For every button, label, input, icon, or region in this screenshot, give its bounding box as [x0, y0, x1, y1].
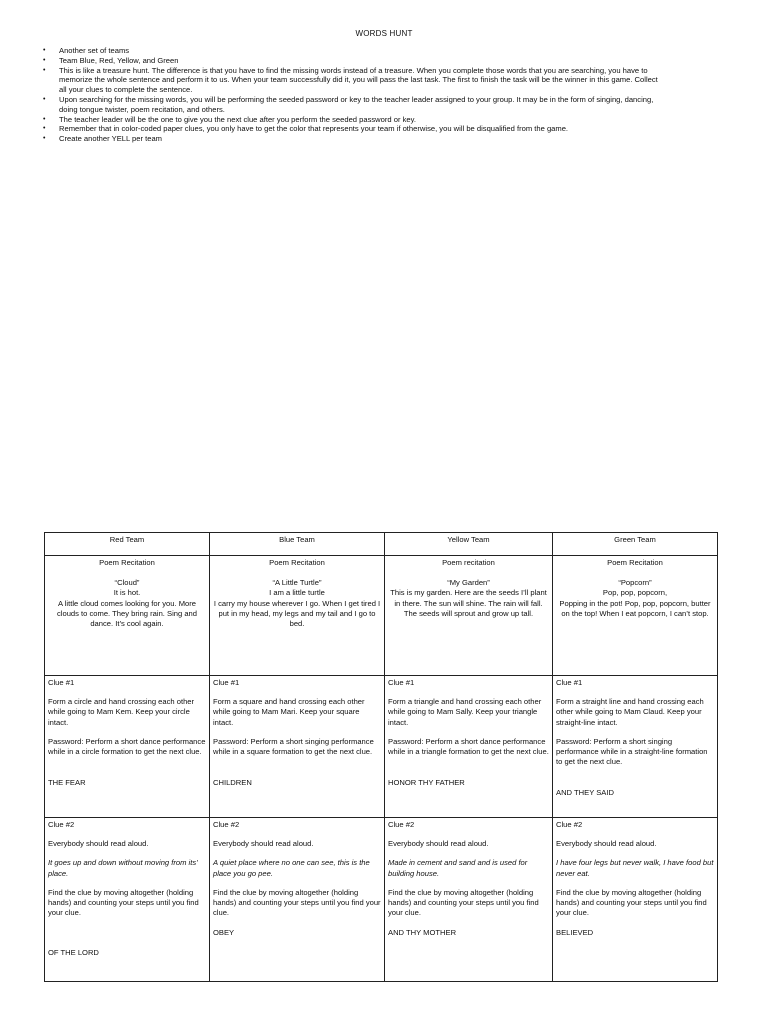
- clue1-row: [45, 676, 718, 818]
- bullet-icon: •: [43, 56, 46, 64]
- clue1-cell-yellow: [385, 676, 553, 818]
- clue-label: Clue #2: [213, 820, 240, 829]
- bullet-icon: •: [43, 47, 46, 54]
- poem-line: This is my garden. Here are the seeds I’ll plant in there. The sun will shine. The rain will fall. The seeds will sprout and grow up tall.: [390, 588, 547, 618]
- clue-riddle: I have four legs but never walk, I have food but never eat.: [556, 858, 714, 878]
- poem-heading: Poem recitation: [442, 558, 495, 567]
- clue-label: Clue #2: [48, 820, 75, 829]
- clue-password: Password: Perform a short singing performance while in a square formation to get the next clue.: [213, 736, 374, 757]
- clue2-cell-yellow: [385, 818, 553, 982]
- poem-line: It is hot.: [113, 588, 141, 598]
- bullet-icon: •: [43, 95, 46, 103]
- bullet-icon: •: [43, 125, 46, 133]
- clue-answer: OBEY: [213, 928, 235, 938]
- clue-find-instruction: Find the clue by moving altogether (holding hands) and counting your steps until you find your clue.: [213, 887, 381, 918]
- clue-instruction: Form a square and hand crossing each other while going to Mam Mari. Keep your square intact.: [213, 697, 365, 727]
- clue2-cell-blue: [210, 818, 385, 982]
- clue-find-instruction: Find the clue by moving altogether (holding hands) and counting your steps until you find your clue.: [388, 887, 539, 918]
- poem-row: [45, 556, 718, 676]
- clue-password: Password: Perform a short dance performance while in a triangle formation to get the next clue.: [388, 736, 549, 757]
- clue-read-instruction: Everybody should read aloud.: [556, 839, 657, 849]
- bullet-icon: •: [43, 115, 46, 123]
- clue-find-instruction: Find the clue by moving altogether (holding hands) and counting your steps until you find your clue.: [48, 887, 199, 918]
- document-title: WORDS HUNT: [355, 29, 413, 38]
- clue1-cell-green: [553, 676, 718, 818]
- teams-table: [44, 532, 718, 982]
- team-name-yellow: Yellow Team: [385, 533, 553, 556]
- team-name-red: Red Team: [45, 533, 210, 556]
- list-item: • Remember that in color-coded paper clues, you only have to get the color that represents your team if otherwise, you will be disqualified from the game.: [43, 124, 569, 134]
- list-item: • The teacher leader will be the one to give you the next clue after you perform the seeded password or key.: [43, 114, 416, 124]
- list-item: • Another set of teams: [43, 46, 130, 55]
- clue-riddle: It goes up and down without moving from its’ place.: [48, 858, 198, 878]
- clue2-cell-red: [45, 818, 210, 982]
- clue-label: Clue #1: [48, 678, 75, 687]
- clue-password: Password: Perform a short dance performance while in a circle formation to get the next clue.: [48, 736, 206, 757]
- clue-instruction: Form a circle and hand crossing each other while going to Mam Kem. Keep your circle intact.: [48, 697, 195, 727]
- clue-riddle: A quiet place where no one can see, this is the place you go pee.: [213, 858, 370, 878]
- poem-cell-yellow: [385, 556, 553, 676]
- clue-label: Clue #2: [556, 820, 583, 829]
- clue-find-instruction: Find the clue by moving altogether (holding hands) and counting your steps until you find your clue.: [556, 887, 707, 918]
- poem-line: I am a little turtle: [269, 588, 325, 598]
- instructions-list: [40, 46, 660, 144]
- poem-heading: Poem Recitation: [269, 558, 325, 567]
- clue-read-instruction: Everybody should read aloud.: [388, 839, 489, 849]
- clue2-cell-green: [553, 818, 718, 982]
- clue-password: Password: Perform a short singing performance while in a straight-line formation to get the next clue.: [556, 736, 708, 767]
- poem-cell-green: [553, 556, 718, 676]
- clue-instruction: Form a straight line and hand crossing each other while going to Mam Claud. Keep your straight-line intact.: [556, 697, 704, 727]
- clue-label: Clue #1: [213, 678, 240, 687]
- clue-instruction: Form a triangle and hand crossing each other while going to Mam Sally. Keep your triangle intact.: [388, 697, 542, 727]
- poem-line: Pop, pop, popcorn,: [602, 588, 668, 598]
- clue-read-instruction: Everybody should read aloud.: [48, 839, 149, 849]
- poem-cell-red: [45, 556, 210, 676]
- clue1-cell-red: [45, 676, 210, 818]
- poem-heading: Poem Recitation: [607, 558, 663, 567]
- clue1-cell-blue: [210, 676, 385, 818]
- clue-answer: CHILDREN: [213, 778, 252, 788]
- poem-heading: Poem Recitation: [99, 558, 155, 567]
- clue-riddle: Made in cement and sand and is used for building house.: [388, 858, 528, 878]
- clue-answer: AND THEY SAID: [556, 788, 614, 798]
- clue-answer: BELIEVED: [556, 928, 594, 938]
- clue-read-instruction: Everybody should read aloud.: [213, 839, 314, 849]
- poem-title: “My Garden”: [447, 578, 490, 588]
- clue-label: Clue #2: [388, 820, 415, 829]
- poem-line: A little cloud comes looking for you. More clouds to come. They bring rain. Sing and dance. It’s cool again.: [56, 598, 197, 629]
- list-item: • This is like a treasure hunt. The difference is that you have to find the missing words instead of a treasure. When you complete those words that you are searching, you have to memorize the whole sentence and perform it to us. When your team successfully did it, you will pass the last task. The first to finish the task will be the winner in this game. Collect all your clues to complete the sentence.: [43, 65, 658, 95]
- clue-answer: AND THY MOTHER: [388, 928, 457, 938]
- clue-label: Clue #1: [388, 678, 415, 687]
- table-header-row: [45, 533, 718, 556]
- team-name-green: Green Team: [553, 533, 718, 556]
- list-item: • Create another YELL per team: [43, 134, 163, 144]
- poem-title: “A Little Turtle”: [272, 578, 322, 588]
- list-item: • Team Blue, Red, Yellow, and Green: [43, 55, 179, 65]
- poem-title: “Cloud”: [114, 578, 140, 588]
- team-name-blue: Blue Team: [210, 533, 385, 556]
- clue-answer: HONOR THY FATHER: [388, 778, 465, 788]
- poem-title: “Popcorn”: [618, 578, 652, 588]
- clue2-row: [45, 818, 718, 982]
- bullet-icon: •: [43, 66, 46, 74]
- poem-line: Popping in the pot! Pop, pop, popcorn, butter on the top! When I eat popcorn, I can’t stop.: [559, 598, 711, 618]
- poem-cell-blue: [210, 556, 385, 676]
- poem-line: I carry my house wherever I go. When I get tired I put in my head, my legs and my tail and I go to bed.: [213, 598, 381, 629]
- clue-label: Clue #1: [556, 678, 583, 687]
- clue-answer: OF THE LORD: [48, 948, 99, 958]
- bullet-icon: •: [43, 135, 46, 143]
- clue-answer: THE FEAR: [48, 778, 86, 788]
- list-item: • Upon searching for the missing words, you will be performing the seeded password or key to the teacher leader assigned to your group. It may be in the form of singing, dancing, doing tongue twister, poem recitation, and others.: [43, 94, 654, 114]
